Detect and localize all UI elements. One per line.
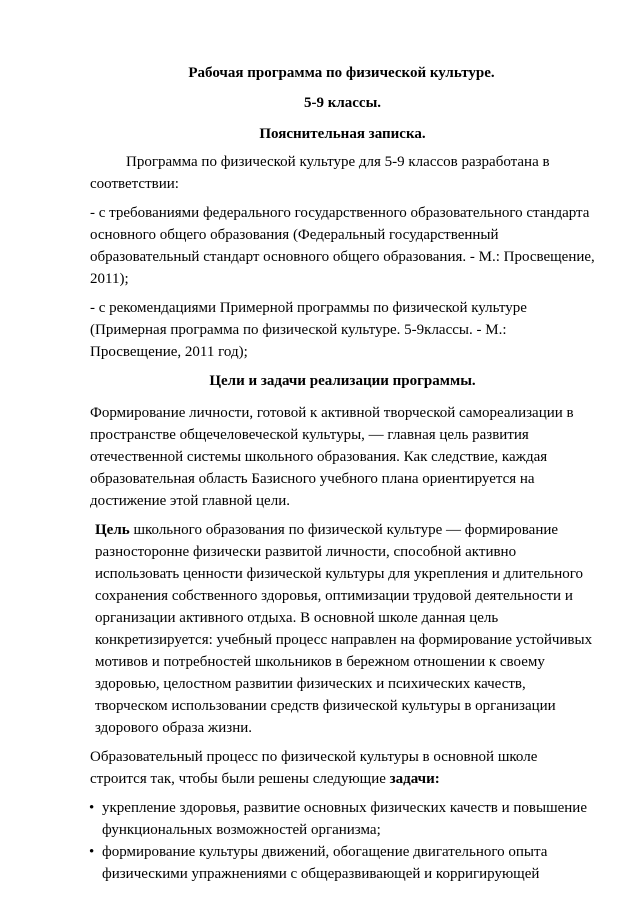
basis-paragraph-2: - с рекомендациями Примерной программы по физической культуре (Примерная программа по физической культуре. 5-9классы. - М.: Просвещение, 2011 год); (90, 300, 527, 360)
tasks-list (90, 797, 595, 885)
basis-paragraph-1: - с требованиями федерального государственного образовательного стандарта основного общего образования (Федеральный государственный образовательный стандарт основного общего образования. - М.: Просвещение, 2011); (90, 205, 595, 287)
tasks-intro-paragraph (90, 746, 595, 790)
explanatory-note-title: Пояснительная записка. (259, 126, 426, 142)
tasks-intro-text: Образовательный процесс по физической культуры в основной школе строится так, чтобы были решены следующие (90, 749, 538, 787)
grades-subtitle: 5-9 классы. (303, 95, 382, 111)
document-title: Рабочая программа по физической культуре. (188, 65, 495, 81)
task-text: формирование культуры движений, обогащение двигательного опыта физическими упражнениями с общеразвивающей и корригирующей (102, 844, 548, 882)
task-text: укрепление здоровья, развитие основных физических качеств и повышение функциональных возможностей организма; (102, 800, 587, 838)
list-item (90, 841, 595, 885)
intro-paragraph: Программа по физической культуре для 5-9 классов разработана в соответствии: (90, 154, 550, 192)
goal-paragraph (90, 519, 595, 739)
goal-label: Цель (95, 522, 130, 538)
bullet-icon: • (89, 800, 95, 816)
goals-heading: Цели и задачи реализации программы. (209, 373, 476, 389)
bullet-icon: • (89, 844, 95, 860)
tasks-label: задачи: (389, 771, 440, 787)
list-item (90, 797, 595, 841)
goal-text: школьного образования по физической культуре — формирование разносторонне физически развитой личности, способной активно использовать ценности физической культуры для укрепления и длительного сохранения собственного здоровья, оптимизации трудовой деятельности и организации активного отдыха. В основной школе данная цель конкретизируется: учебный процесс направлен на формирование устойчивых мотивов и потребностей школьников в бережном отношении к своему здоровью, целостном развитии физических и психических качеств, творческом использовании средств физической культуры в организации здорового образа жизни. (95, 522, 593, 736)
document-page (90, 62, 595, 885)
personality-paragraph: Формирование личности, готовой к активной творческой самореализации в пространстве общечеловеческой культуры, — главная цель развития отечественной системы школьного образования. Как следствие, каждая образовательная область Базисного учебного плана ориентируется на достижение этой главной цели. (90, 405, 574, 509)
